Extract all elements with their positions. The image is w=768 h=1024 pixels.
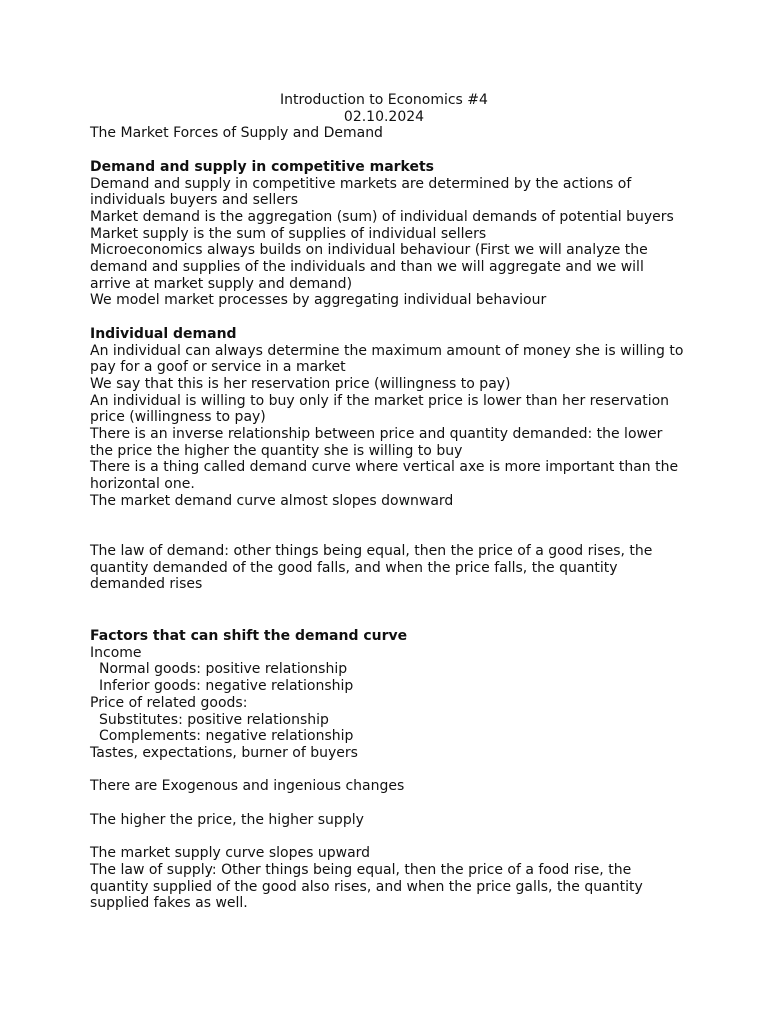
paragraph-line: Market supply is the sum of supplies of individual sellers [90,225,487,242]
document-subtitle: The Market Forces of Supply and Demand [90,125,383,142]
supply-line: quantity supplied of the good also rises, and when the price galls, the quantity [90,878,643,895]
spacer [90,762,690,779]
paragraph-line: individuals buyers and sellers [90,192,298,209]
document-date: 02.10.2024 [343,108,425,125]
factor-subitem: Normal goods: positive relationship [99,661,348,678]
paragraph-line: There is an inverse relationship between price and quantity demanded: the lower [90,426,663,443]
paragraph-line: horizontal one. [90,476,195,493]
changes-note: There are Exogenous and ingenious changes [90,778,405,795]
paragraph-line: price (willingness to pay) [90,409,266,426]
paragraph-line: The market demand curve almost slopes downward [90,492,454,509]
paragraph-line: Market demand is the aggregation (sum) of individual demands of potential buyers [90,208,674,225]
paragraph-line: the price the higher the quantity she is willing to buy [90,442,463,459]
law-of-demand-line: The law of demand: other things being equal, then the price of a good rises, the [90,542,653,559]
paragraph-line: Demand and supply in competitive markets are determined by the actions of [90,175,632,192]
law-of-demand-line: demanded rises [90,576,203,593]
document-page [90,92,690,912]
spacer [90,309,690,326]
paragraph-line: Microeconomics always builds on individual behaviour (First we will analyze the [90,242,648,259]
factor-item: Tastes, expectations, burner of buyers [90,744,358,761]
spacer [90,510,690,543]
paragraph-line: We model market processes by aggregating individual behaviour [90,292,547,309]
section-heading-factors: Factors that can shift the demand curve [90,628,408,645]
paragraph-line: demand and supplies of the individuals and than we will aggregate and we will [90,259,644,276]
section-heading-demand-supply: Demand and supply in competitive markets [90,158,434,175]
supply-note: The higher the price, the higher supply [90,811,364,828]
spacer [90,795,690,812]
law-of-demand-line: quantity demanded of the good falls, and when the price falls, the quantity [90,559,618,576]
document-title: Introduction to Economics #4 [280,92,488,108]
factor-subitem: Complements: negative relationship [99,728,354,745]
factor-item: Income [90,644,142,661]
paragraph-line: An individual can always determine the maximum amount of money she is willing to [90,342,684,359]
factor-subitem: Substitutes: positive relationship [99,711,329,728]
paragraph-line: There is a thing called demand curve where vertical axe is more important than the [90,459,679,476]
paragraph-line: An individual is willing to buy only if the market price is lower than her reservation [90,392,670,409]
supply-line: The market supply curve slopes upward [90,845,371,862]
supply-line: supplied fakes as well. [90,895,248,912]
paragraph-line: pay for a goof or service in a market [90,359,346,376]
paragraph-line: arrive at market supply and demand) [90,275,353,292]
factor-item: Price of related goods: [90,694,248,711]
factor-subitem: Inferior goods: negative relationship [99,678,354,695]
spacer [90,828,690,845]
spacer [90,593,690,628]
section-heading-individual-demand: Individual demand [90,325,237,342]
supply-line: The law of supply: Other things being equal, then the price of a food rise, the [90,861,632,878]
paragraph-line: We say that this is her reservation price (willingness to pay) [90,375,511,392]
spacer [90,142,690,159]
